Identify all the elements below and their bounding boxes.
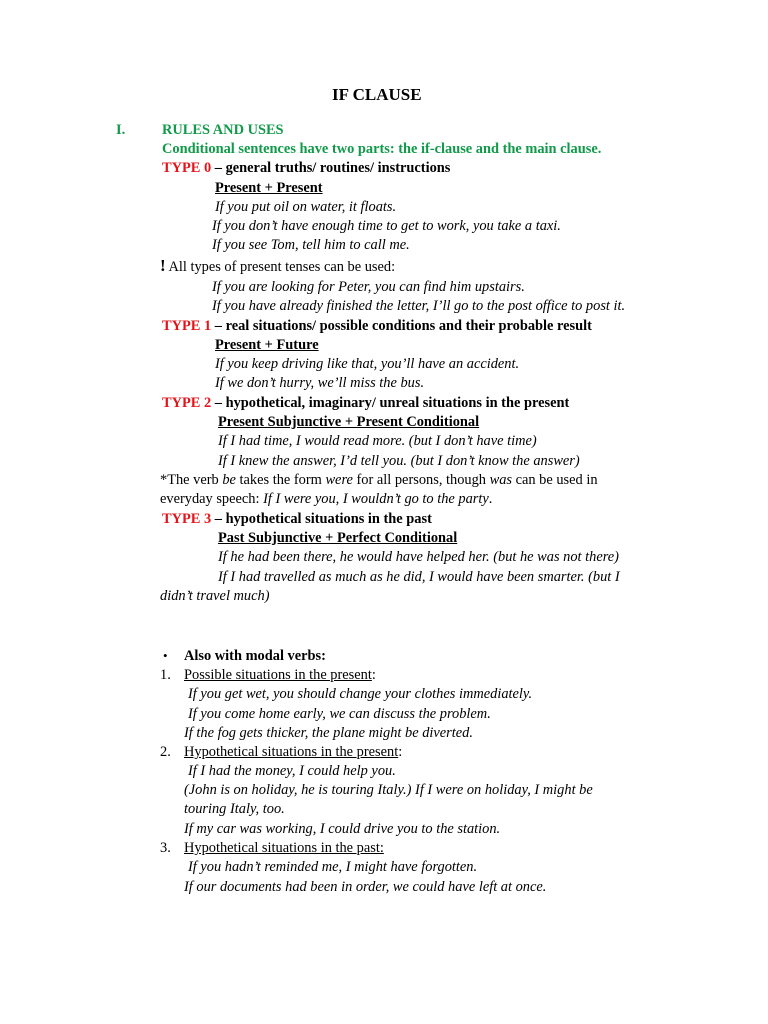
- page-title: IF CLAUSE: [332, 85, 422, 104]
- section-intro: Conditional sentences have two parts: the if-clause and the main clause.: [162, 141, 602, 157]
- type2-label: TYPE 2: [162, 395, 212, 411]
- modal-example: touring Italy, too.: [184, 801, 285, 817]
- type1-example: If you keep driving like that, you’ll have an accident.: [215, 356, 520, 372]
- exclamation-mark: !: [160, 256, 166, 275]
- type2-example: If I knew the answer, I’d tell you. (but I don’t know the answer): [218, 453, 580, 469]
- type0-note-example: If you have already finished the letter, I’ll go to the post office to post it.: [212, 298, 626, 314]
- modal-item-number: 3.: [160, 840, 171, 856]
- modal-example: If you hadn’t reminded me, I might have forgotten.: [188, 859, 478, 875]
- note-term-were: were: [325, 472, 353, 488]
- modal-item-label-text: Hypothetical situations in the present: [184, 744, 399, 760]
- type1-heading: [162, 317, 592, 335]
- modal-example: (John is on holiday, he is touring Italy.) If I were on holiday, I might be: [184, 782, 593, 798]
- modal-example: If the fog gets thicker, the plane might be diverted.: [184, 725, 473, 741]
- type0-note-text: All types of present tenses can be used:: [165, 259, 396, 275]
- section-heading: RULES AND USES: [162, 122, 284, 138]
- modal-item-label-text: Hypothetical situations in the past:: [184, 840, 384, 856]
- modal-example: If you come home early, we can discuss the problem.: [188, 706, 491, 722]
- type3-formula: Past Subjunctive + Perfect Conditional: [218, 530, 458, 546]
- note-text: *The verb: [160, 472, 223, 488]
- modal-item-number: 2.: [160, 744, 171, 760]
- type3-example: didn’t travel much): [160, 588, 270, 604]
- note-text: takes the form: [235, 472, 326, 488]
- note-text: can be used in: [512, 472, 598, 488]
- type0-label: TYPE 0: [162, 160, 212, 176]
- note-text: everyday speech:: [160, 491, 264, 507]
- note-text: for all persons, though: [352, 472, 490, 488]
- modal-item-label: [184, 743, 402, 761]
- type0-example: If you see Tom, tell him to call me.: [212, 237, 410, 253]
- modal-item-suffix: :: [398, 744, 403, 760]
- modal-example: If I had the money, I could help you.: [188, 763, 396, 779]
- modal-example: If my car was working, I could drive you to the station.: [184, 821, 501, 837]
- section-number: I.: [116, 122, 126, 138]
- note-term-be: be: [222, 472, 236, 488]
- modal-item-number: 1.: [160, 667, 171, 683]
- type0-note-example: If you are looking for Peter, you can find him upstairs.: [212, 279, 525, 295]
- note-example: If I were you, I wouldn’t go to the party: [263, 491, 489, 507]
- type3-heading: [162, 510, 432, 528]
- type3-label: TYPE 3: [162, 511, 212, 527]
- type2-formula: Present Subjunctive + Present Conditional: [218, 414, 480, 430]
- type1-formula: Present + Future: [215, 337, 319, 353]
- type0-desc: – general truths/ routines/ instructions: [211, 160, 451, 176]
- type3-example: If I had travelled as much as he did, I would have been smarter. (but I: [218, 569, 620, 585]
- modal-example: If our documents had been in order, we could have left at once.: [184, 879, 547, 895]
- type0-formula: Present + Present: [215, 180, 323, 196]
- type1-desc: – real situations/ possible conditions and their probable result: [211, 318, 592, 334]
- modal-item-label: [184, 839, 384, 857]
- type2-desc: – hypothetical, imaginary/ unreal situations in the present: [211, 395, 570, 411]
- type0-note: [160, 257, 395, 276]
- modal-item-suffix: :: [371, 667, 376, 683]
- type2-note-line1: [160, 471, 598, 489]
- type0-example: If you don’t have enough time to get to work, you take a taxi.: [212, 218, 561, 234]
- type0-heading: [162, 159, 450, 177]
- type2-example: If I had time, I would read more. (but I don’t have time): [218, 433, 537, 449]
- bullet-icon: •: [163, 648, 168, 663]
- modal-example: If you get wet, you should change your clothes immediately.: [188, 686, 533, 702]
- modal-item-label: [184, 666, 376, 684]
- type2-heading: [162, 394, 569, 412]
- note-term-was: was: [489, 472, 513, 488]
- type2-note-line2: [160, 490, 492, 508]
- type1-label: TYPE 1: [162, 318, 212, 334]
- note-text: .: [488, 491, 493, 507]
- type3-example: If he had been there, he would have helped her. (but he was not there): [218, 549, 619, 565]
- type1-example: If we don’t hurry, we’ll miss the bus.: [215, 375, 425, 391]
- type0-example: If you put oil on water, it floats.: [215, 199, 397, 215]
- type3-desc: – hypothetical situations in the past: [211, 511, 432, 527]
- modal-item-label-text: Possible situations in the present: [184, 667, 372, 683]
- modal-heading: Also with modal verbs:: [184, 648, 326, 664]
